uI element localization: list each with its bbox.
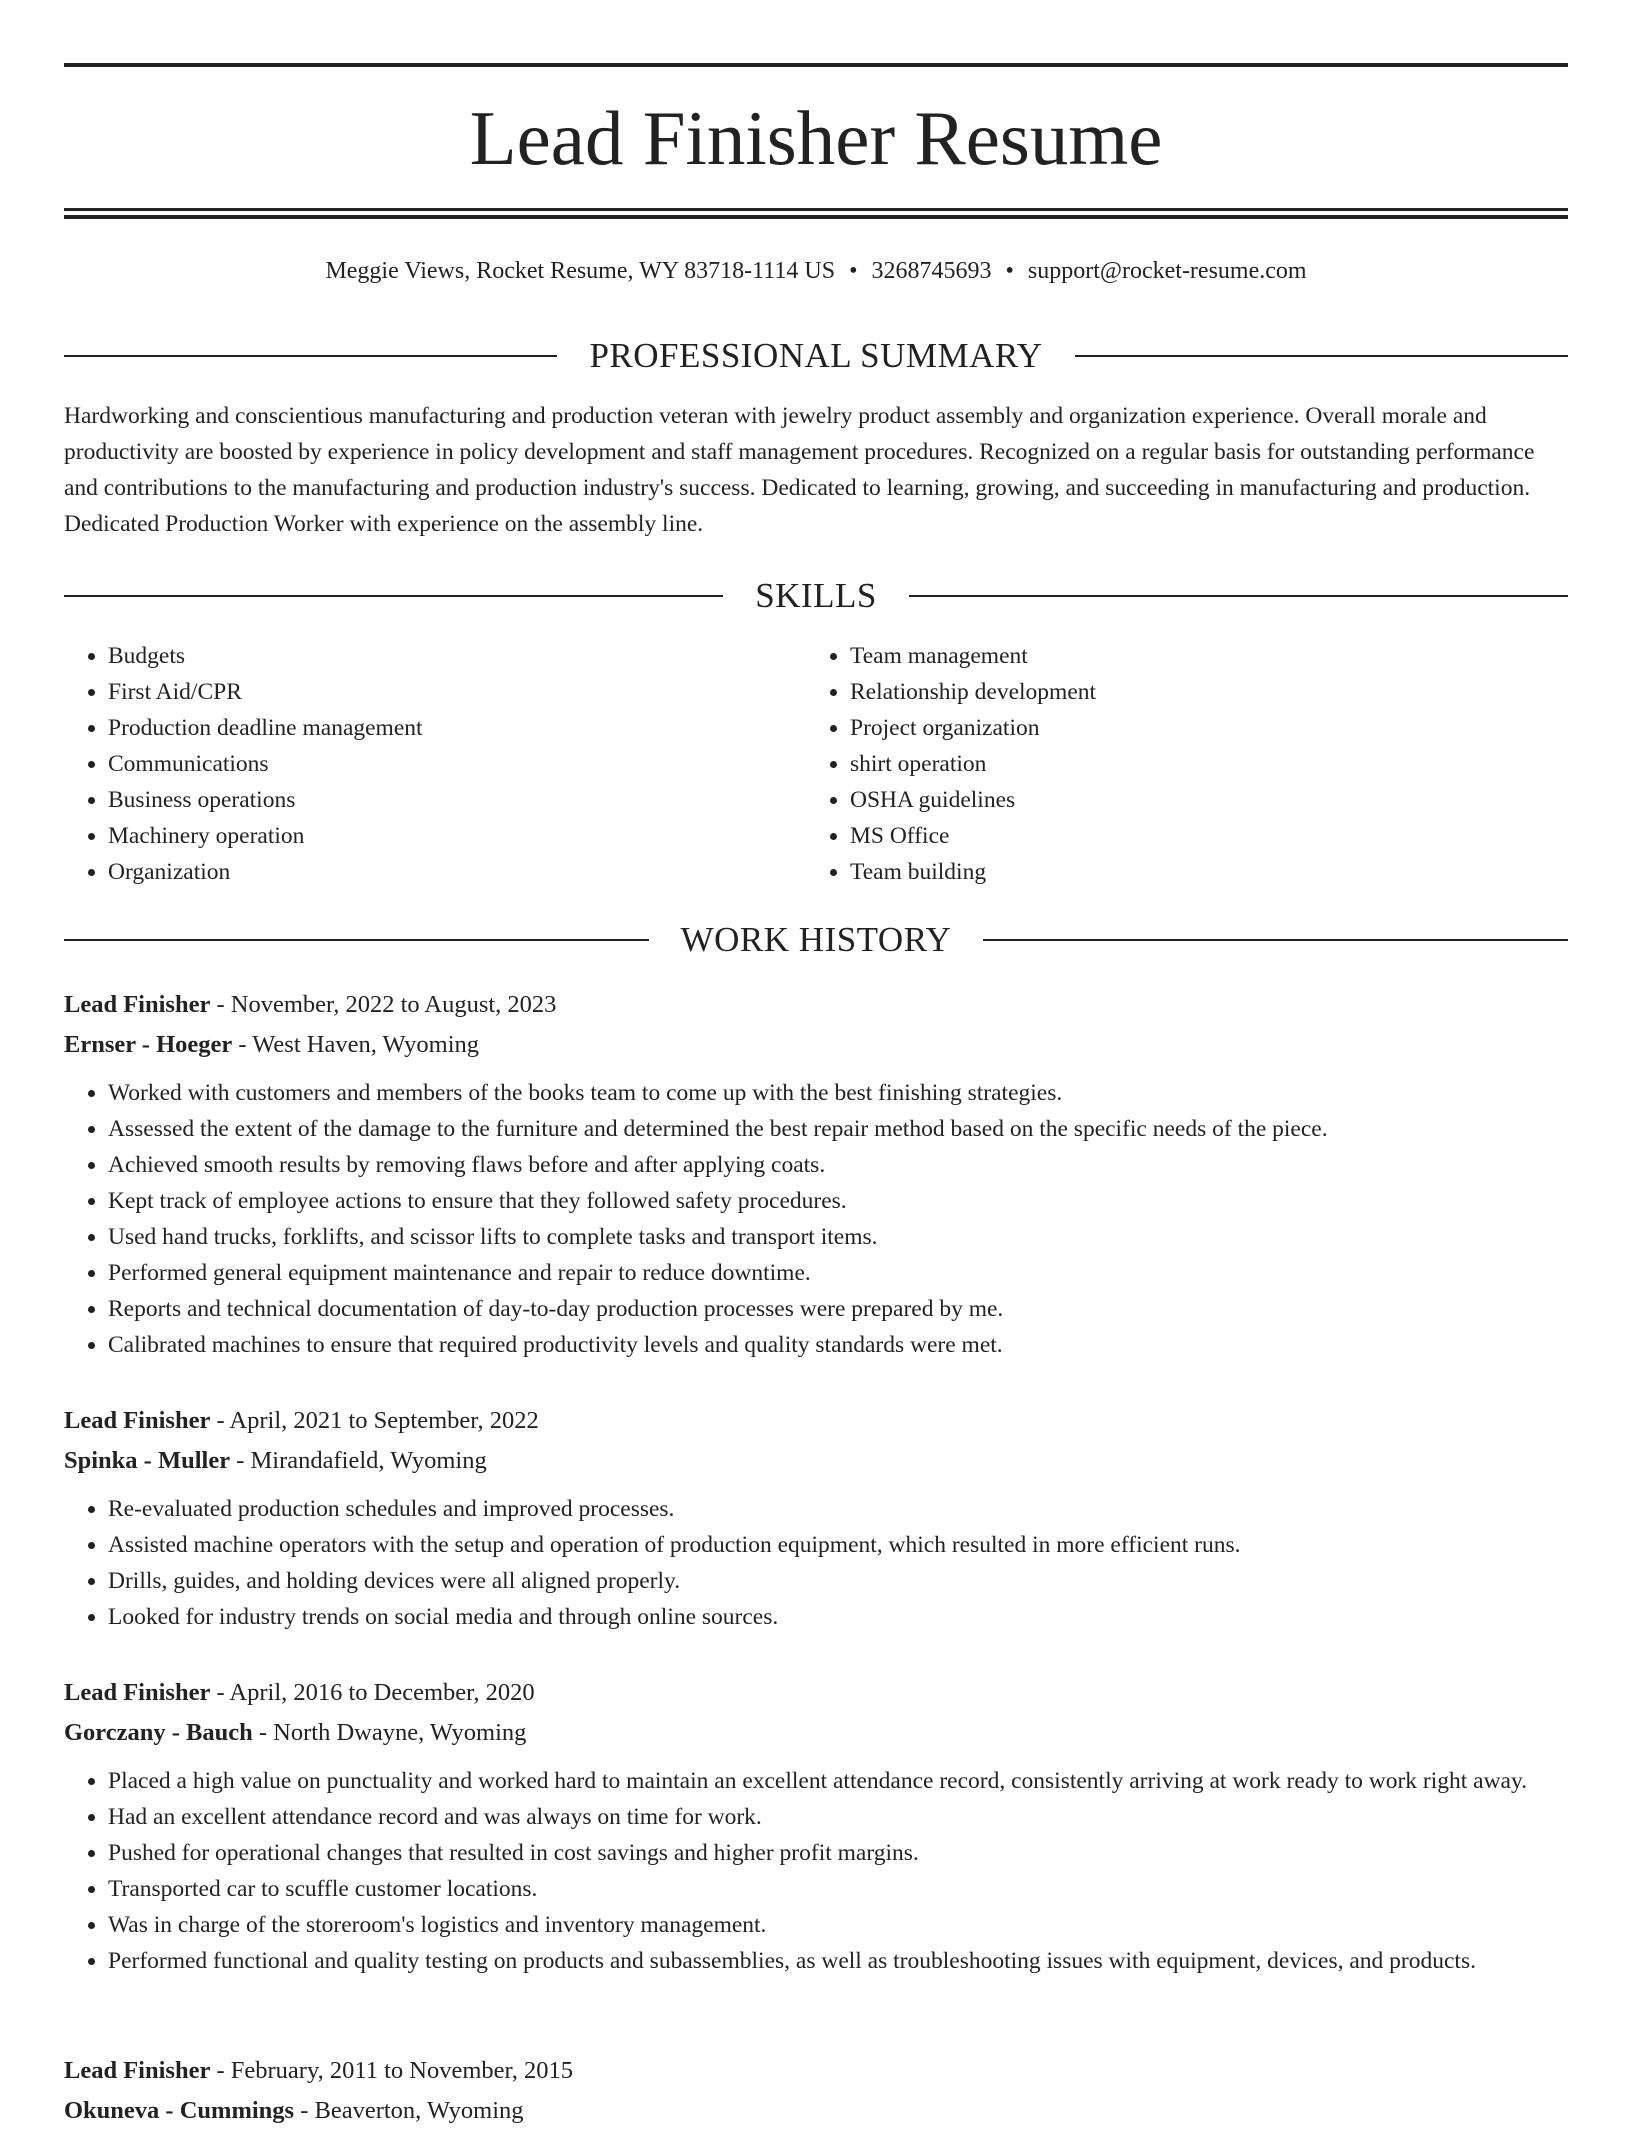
top-rule bbox=[64, 63, 1568, 67]
job-bullet: • Kept track of employee actions to ensure that they followed safety procedures. bbox=[108, 1183, 1568, 1219]
job-dates: November, 2022 to August, 2023 bbox=[230, 991, 557, 1018]
job-company: Ernser - Hoeger bbox=[64, 1031, 233, 1058]
skill-item: • Machinery operation bbox=[108, 818, 806, 854]
skill-item: • Business operations bbox=[108, 782, 806, 818]
skill-item: • Team management bbox=[850, 638, 1548, 674]
job-entry bbox=[64, 2051, 1568, 2131]
section-rule bbox=[909, 595, 1568, 597]
job-title: Lead Finisher bbox=[64, 2057, 211, 2084]
job-bullet: • Performed functional and quality testing on products and subassemblies, as well as troubleshooting issues with equipment, devices, and products. bbox=[108, 1943, 1568, 1979]
job-bullet: • Assisted machine operators with the setup and operation of production equipment, which resulted in more efficient runs. bbox=[108, 1527, 1568, 1563]
skill-item: • First Aid/CPR bbox=[108, 674, 806, 710]
job-title: Lead Finisher bbox=[64, 1679, 211, 1706]
job-company-line: Spinka - Muller - Mirandafield, Wyoming bbox=[64, 1447, 487, 1474]
job-bullets bbox=[64, 1075, 1568, 1363]
job-bullet: • Used hand trucks, forklifts, and scissor lifts to complete tasks and transport items. bbox=[108, 1219, 1568, 1255]
skill-item: • Production deadline management bbox=[108, 710, 806, 746]
skills-section-header bbox=[64, 574, 1568, 618]
work-section-header bbox=[64, 918, 1568, 962]
job-title-line: Lead Finisher - February, 2011 to November, 2015 bbox=[64, 2057, 573, 2084]
job-company: Gorczany - Bauch bbox=[64, 1719, 253, 1746]
resume-title: Lead Finisher Resume bbox=[469, 95, 1163, 181]
job-dates: April, 2016 to December, 2020 bbox=[229, 1679, 535, 1706]
job-bullet: • Placed a high value on punctuality and worked hard to maintain an excellent attendance record, consistently arriving at work ready to work right away. bbox=[108, 1763, 1568, 1799]
job-bullet: • Re-evaluated production schedules and improved processes. bbox=[108, 1491, 1568, 1527]
skill-item: • Budgets bbox=[108, 638, 806, 674]
job-title-line: Lead Finisher - November, 2022 to August, 2023 bbox=[64, 991, 557, 1018]
job-company: Okuneva - Cummings bbox=[64, 2097, 295, 2124]
job-bullet: • Assessed the extent of the damage to the furniture and determined the best repair method based on the specific needs of the piece. bbox=[108, 1111, 1568, 1147]
job-bullet: • Worked with customers and members of the books team to come up with the best finishing strategies. bbox=[108, 1075, 1568, 1111]
job-bullet: • Transported car to scuffle customer locations. bbox=[108, 1871, 1568, 1907]
skills-column-right bbox=[806, 638, 1548, 890]
job-location: Beaverton, Wyoming bbox=[314, 2097, 524, 2124]
contact-address: Meggie Views, Rocket Resume, WY 83718-1114 US bbox=[325, 258, 836, 284]
skills-column-left bbox=[64, 638, 806, 890]
job-bullet: • Had an excellent attendance record and was always on time for work. bbox=[108, 1799, 1568, 1835]
section-rule bbox=[64, 939, 649, 941]
section-rule bbox=[983, 939, 1568, 941]
job-title: Lead Finisher bbox=[64, 991, 211, 1018]
skill-item: • Team building bbox=[850, 854, 1548, 890]
job-bullets bbox=[64, 1491, 1568, 1635]
skills-heading: SKILLS bbox=[755, 576, 877, 615]
job-dates: February, 2011 to November, 2015 bbox=[230, 2057, 573, 2084]
job-bullet: • Was in charge of the storeroom's logistics and inventory management. bbox=[108, 1907, 1568, 1943]
skill-item: • Relationship development bbox=[850, 674, 1548, 710]
job-bullets bbox=[64, 1763, 1568, 1979]
job-title: Lead Finisher bbox=[64, 1407, 211, 1434]
contact-separator: • bbox=[1005, 258, 1014, 284]
contact-separator: • bbox=[849, 258, 858, 284]
job-company-line: Gorczany - Bauch - North Dwayne, Wyoming bbox=[64, 1719, 527, 1746]
skill-item: • OSHA guidelines bbox=[850, 782, 1548, 818]
job-title-line: Lead Finisher - April, 2021 to September, 2022 bbox=[64, 1407, 539, 1434]
skill-item: • Organization bbox=[108, 854, 806, 890]
job-company-line: Okuneva - Cummings - Beaverton, Wyoming bbox=[64, 2097, 524, 2124]
skills-list bbox=[64, 638, 1568, 890]
job-bullet: • Drills, guides, and holding devices were all aligned properly. bbox=[108, 1563, 1568, 1599]
section-rule bbox=[64, 595, 723, 597]
job-company-line: Ernser - Hoeger - West Haven, Wyoming bbox=[64, 1031, 480, 1058]
job-entry bbox=[64, 1401, 1568, 1635]
contact-phone: 3268745693 bbox=[871, 258, 992, 284]
job-bullet: • Calibrated machines to ensure that required productivity levels and quality standards were met. bbox=[108, 1327, 1568, 1363]
section-rule bbox=[1075, 355, 1568, 357]
contact-line bbox=[64, 254, 1568, 288]
job-company: Spinka - Muller bbox=[64, 1447, 231, 1474]
skill-item: • Communications bbox=[108, 746, 806, 782]
job-dates: April, 2021 to September, 2022 bbox=[229, 1407, 539, 1434]
title-rule-upper bbox=[64, 208, 1568, 211]
contact-email: support@rocket-resume.com bbox=[1027, 258, 1307, 284]
job-bullet: • Performed general equipment maintenance and repair to reduce downtime. bbox=[108, 1255, 1568, 1291]
job-bullet: • Looked for industry trends on social media and through online sources. bbox=[108, 1599, 1568, 1635]
summary-text: Hardworking and conscientious manufacturing and production veteran with jewelry product assembly and organization experience. Overall morale and productivity are boosted by experience in policy development and staff management procedures. Recognized on a regular basis for outstanding performance and contributions to the manufacturing and production industry's success. Dedicated to learning, growing, and succeeding in manufacturing and production. Dedicated Production Worker with experience on the assembly line. bbox=[64, 403, 1535, 537]
work-heading: WORK HISTORY bbox=[680, 920, 952, 959]
job-location: West Haven, Wyoming bbox=[252, 1031, 480, 1058]
skill-item: • Project organization bbox=[850, 710, 1548, 746]
job-entry bbox=[64, 1673, 1568, 1979]
summary-heading: PROFESSIONAL SUMMARY bbox=[589, 336, 1043, 375]
summary-section-header bbox=[64, 334, 1568, 378]
section-rule bbox=[64, 355, 557, 357]
skill-item: • MS Office bbox=[850, 818, 1548, 854]
job-location: North Dwayne, Wyoming bbox=[273, 1719, 527, 1746]
job-bullet: • Achieved smooth results by removing flaws before and after applying coats. bbox=[108, 1147, 1568, 1183]
job-entry bbox=[64, 985, 1568, 1363]
job-location: Mirandafield, Wyoming bbox=[250, 1447, 487, 1474]
job-bullet: • Reports and technical documentation of day-to-day production processes were prepared by me. bbox=[108, 1291, 1568, 1327]
title-rule-lower bbox=[64, 215, 1568, 219]
job-title-line: Lead Finisher - April, 2016 to December, 2020 bbox=[64, 1679, 535, 1706]
job-bullet: • Pushed for operational changes that resulted in cost savings and higher profit margins. bbox=[108, 1835, 1568, 1871]
skill-item: • shirt operation bbox=[850, 746, 1548, 782]
